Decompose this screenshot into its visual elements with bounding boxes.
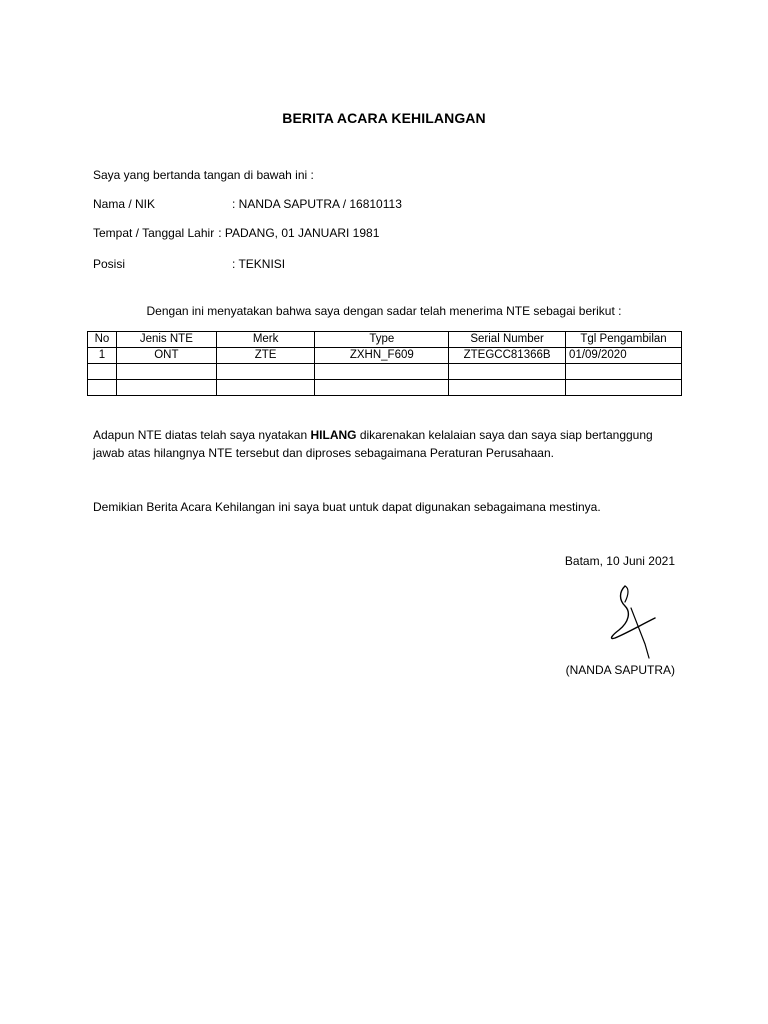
column-header: Jenis NTE <box>116 332 216 348</box>
field-value: : PADANG, 01 JANUARI 1981 <box>218 226 380 240</box>
field-label: Tempat / Tanggal Lahir <box>93 226 215 240</box>
table-header-row <box>88 332 682 348</box>
paragraph-text: dikarenakan kelalaian saya dan saya siap bertanggung jawab atas hilangnya NTE tersebut dan diproses sebagaimana Peraturan Perusahaan. <box>93 428 653 460</box>
field-value: : TEKNISI <box>232 257 286 271</box>
table-cell <box>216 380 315 396</box>
table-cell: ZTE <box>216 348 315 364</box>
table-cell <box>88 364 117 380</box>
table-cell <box>566 364 682 380</box>
statement-text: Dengan ini menyatakan bahwa saya dengan sadar telah menerima NTE sebagai berikut : <box>146 304 622 318</box>
table-row <box>88 364 682 380</box>
table-cell: ONT <box>116 348 216 364</box>
column-header: Serial Number <box>449 332 566 348</box>
field-label: Nama / NIK <box>93 197 156 211</box>
field-position <box>93 257 285 271</box>
closing-paragraph: Demikian Berita Acara Kehilangan ini saya buat untuk dapat digunakan sebagaimana mestinya. <box>93 500 601 514</box>
table-cell <box>449 364 566 380</box>
column-header: No <box>88 332 117 348</box>
column-header: Type <box>315 332 449 348</box>
field-name-nik <box>93 197 402 211</box>
table-cell <box>566 380 682 396</box>
table-cell <box>88 380 117 396</box>
table-cell <box>216 364 315 380</box>
table-cell <box>116 364 216 380</box>
column-header: Merk <box>216 332 315 348</box>
table-cell: 1 <box>88 348 117 364</box>
table-row <box>88 380 682 396</box>
field-label: Posisi <box>93 257 126 271</box>
table-cell <box>315 364 449 380</box>
loss-paragraph <box>93 426 653 462</box>
table-row <box>88 348 682 364</box>
table-cell <box>315 380 449 396</box>
field-birth <box>93 226 379 240</box>
place-date: Batam, 10 Juni 2021 <box>564 554 675 568</box>
signer-name: (NANDA SAPUTRA) <box>565 663 675 677</box>
document-title: BERITA ACARA KEHILANGAN <box>282 110 486 126</box>
table-cell: 01/09/2020 <box>566 348 682 364</box>
table-cell <box>116 380 216 396</box>
nte-table <box>87 331 682 396</box>
intro-text: Saya yang bertanda tangan di bawah ini : <box>93 168 314 182</box>
paragraph-text: Adapun NTE diatas telah saya nyatakan <box>93 428 311 442</box>
table-cell <box>449 380 566 396</box>
field-value: : NANDA SAPUTRA / 16810113 <box>232 197 402 211</box>
signature-image <box>605 582 665 662</box>
column-header: Tgl Pengambilan <box>566 332 682 348</box>
paragraph-emphasis: HILANG <box>310 428 357 442</box>
table-cell: ZXHN_F609 <box>315 348 449 364</box>
table-cell: ZTEGCC81366B <box>449 348 566 364</box>
